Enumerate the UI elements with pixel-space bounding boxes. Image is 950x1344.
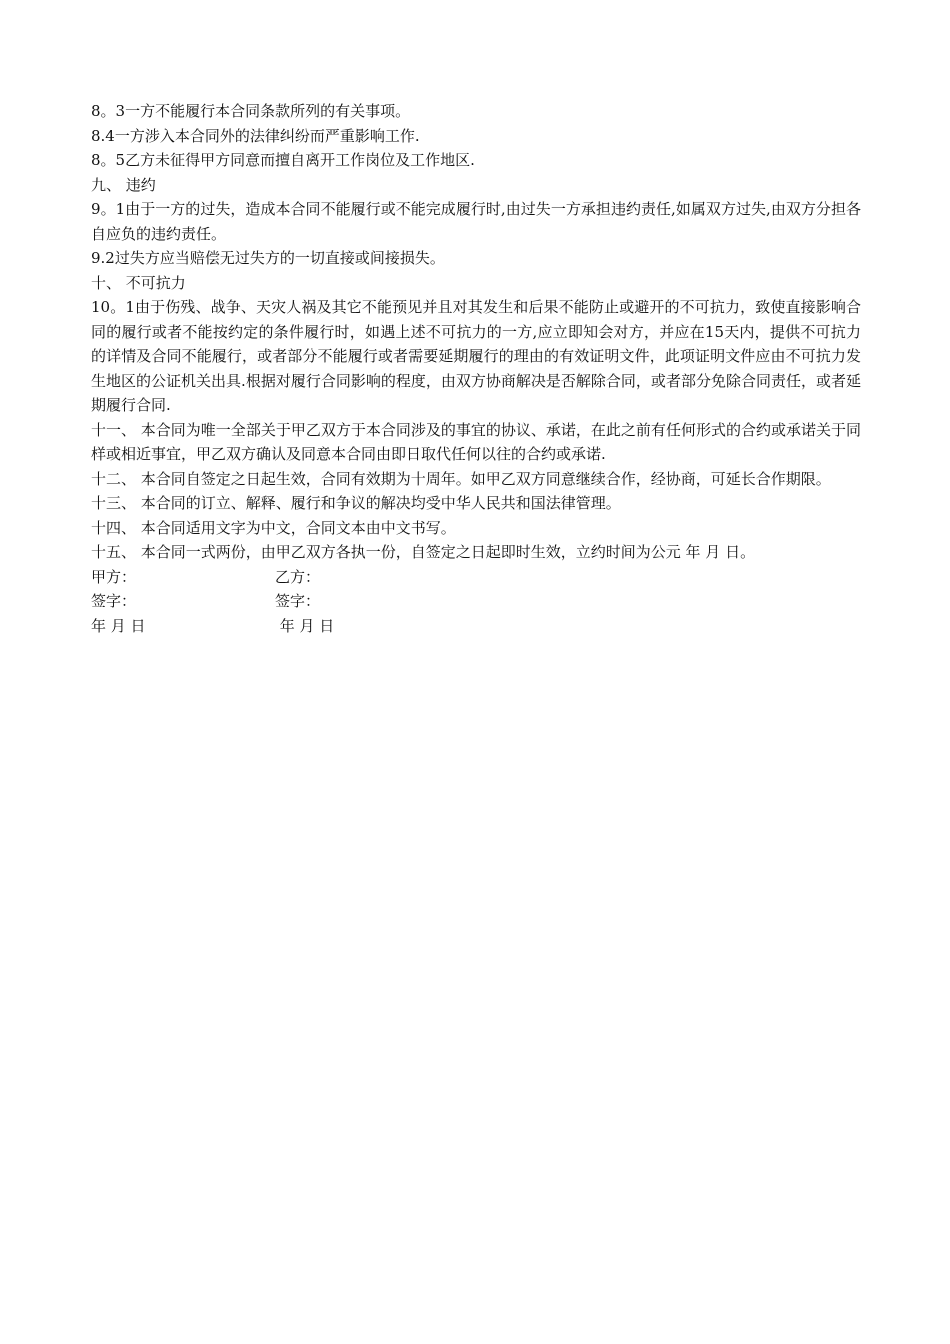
clause-9-2: 9.2过失方应当赔偿无过失方的一切直接或间接损失。 [91,249,445,267]
date-b-label: 年 月 日 [275,616,335,635]
party-b-label: 乙方： [275,567,321,586]
sign-b-label: 签字： [275,592,321,610]
clause-8-3: 8。3一方不能履行本合同条款所列的有关事项。 [91,102,411,120]
clause-13: 十三、 本合同的订立、解释、履行和争议的解决均受中华人民共和国法律管理。 [91,494,621,512]
party-a-label: 甲方： [91,567,137,586]
clause-12: 十二、 本合同自签定之日起生效，合同有效期为十周年。如甲乙双方同意继续合作，经协商，可延长合作期限。 [91,469,831,488]
clause-8-5: 8。5乙方未征得甲方同意而擅自离开工作岗位及工作地区. [91,151,475,169]
clause-14: 十四、 本合同适用文字为中文，合同文本由中文书写。 [91,518,456,537]
sign-a-label: 签字： [91,592,137,610]
signature-party-row [91,565,861,590]
section-heading-force-majeure: 十、 不可抗力 [91,273,186,292]
clause-15: 十五、 本合同一式两份，由甲乙双方各执一份，自签定之日起即时生效，立约时间为公元 年 月 日。 [91,543,756,561]
signature-date-row [91,614,861,639]
contract-page [91,99,861,638]
section-heading-breach: 九、 违约 [91,175,156,194]
date-a-label: 年 月 日 [91,616,146,635]
clause-10-1: 10。1由于伤残、战争、天灾人祸及其它不能预见并且对其发生和后果不能防止或避开的不可抗力，致使直接影响合同的履行或者不能按约定的条件履行时，如遇上述不可抗力的一方,应立即知会对方，并应在15天内，提供不可抗力的详情及合同不能履行，或者部分不能履行或者需要延期履行的理由的有效证明文件，此项证明文件应由不可抗力发生地区的公证机关出具.根据对履行合同影响的程度，由双方协商解决是否解除合同，或者部分免除合同责任，或者延期履行合同. [91,298,861,414]
clause-8-4: 8.4一方涉入本合同外的法律纠纷而严重影响工作. [91,126,420,145]
signature-sign-row [91,589,861,614]
clause-9-1: 9。1由于一方的过失，造成本合同不能履行或不能完成履行时,由过失一方承担违约责任,如属双方过失,由双方分担各自应负的违约责任。 [91,200,861,243]
clause-11: 十一、 本合同为唯一全部关于甲乙双方于本合同涉及的事宜的协议、承诺，在此之前有任何形式的合约或承诺关于同样或相近事宜，甲乙双方确认及同意本合同由即日取代任何以往的合约或承诺. [91,420,861,463]
